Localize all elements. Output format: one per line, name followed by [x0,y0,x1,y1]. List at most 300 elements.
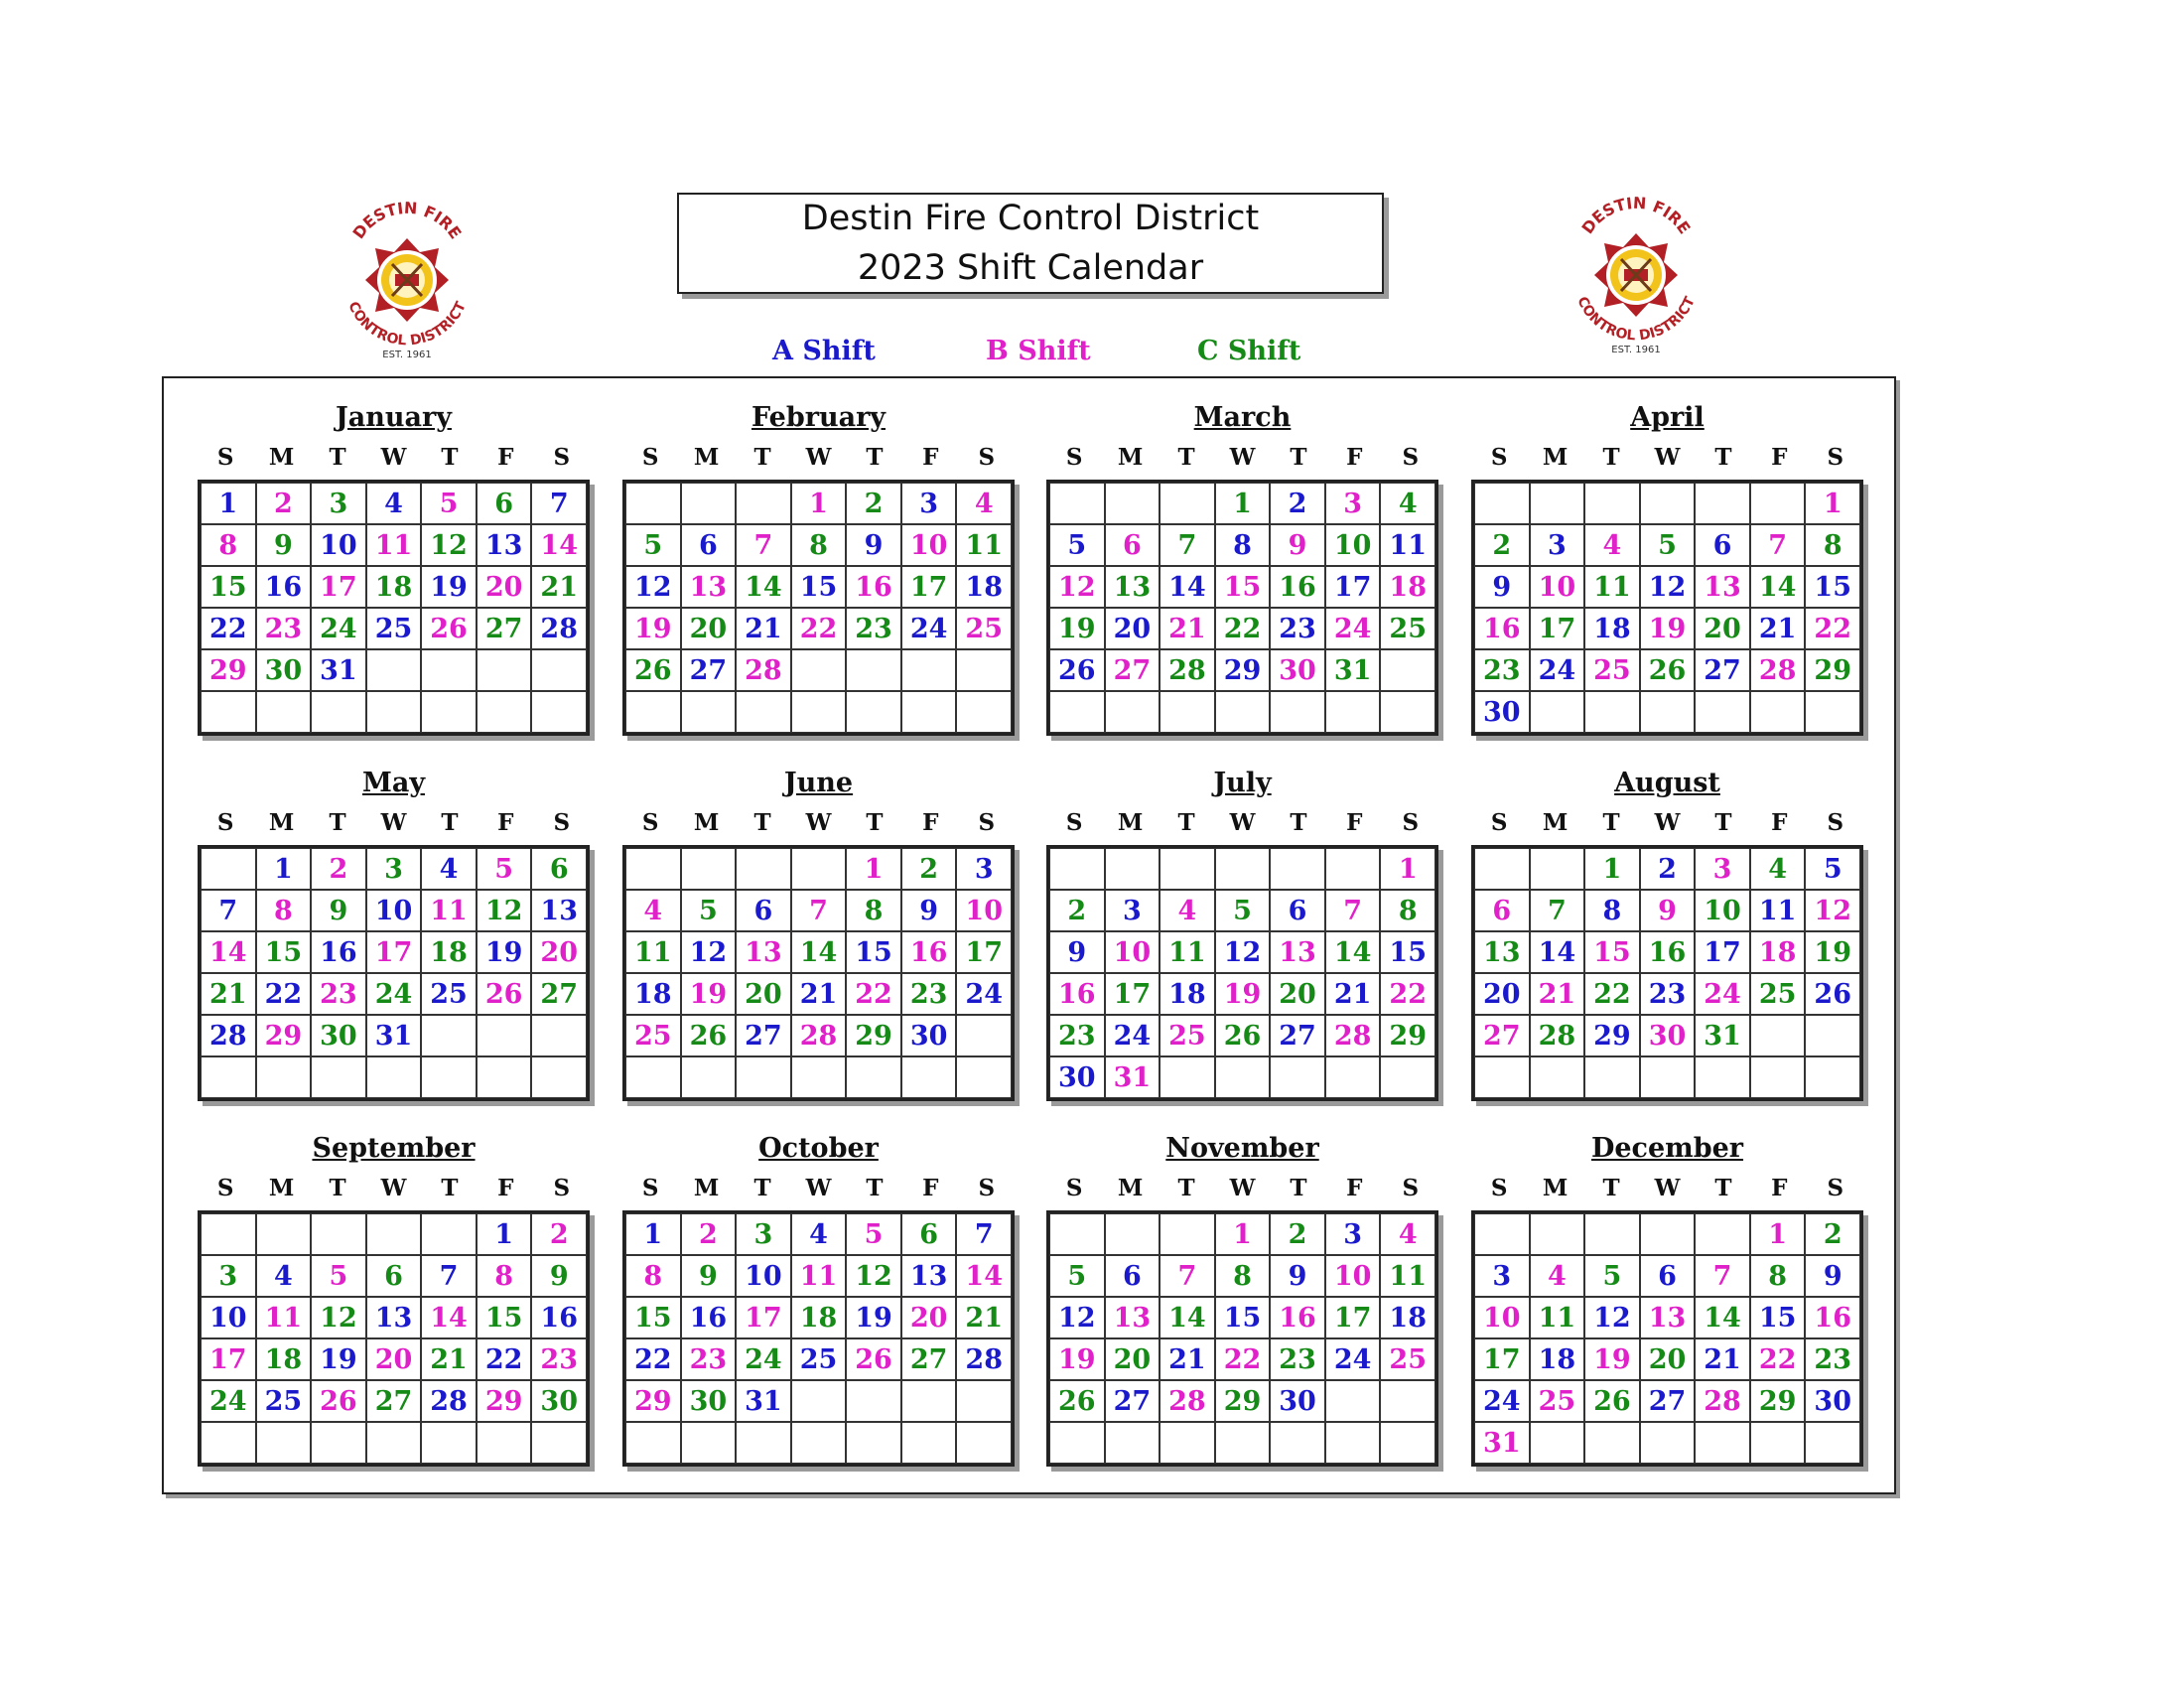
day-cell: 9 [1805,1255,1860,1297]
day-cell: 25 [1530,1380,1585,1422]
day-cell: 4 [366,483,422,524]
empty-cell [1270,848,1325,890]
empty-cell [956,691,1012,733]
weekday-label: S [1490,1175,1508,1201]
day-grid [622,1210,1015,1467]
empty-cell [1640,483,1696,524]
day-cell: 3 [311,483,366,524]
weekday-label: F [1346,1175,1363,1201]
day-cell: 7 [956,1213,1012,1255]
day-cell: 28 [1160,649,1215,691]
day-cell: 11 [1750,890,1806,931]
empty-cell [846,691,901,733]
day-cell: 14 [736,566,791,608]
day-cell: 8 [1750,1255,1806,1297]
month-name: August [1614,768,1720,798]
day-cell: 3 [1105,890,1160,931]
day-cell: 27 [1695,649,1750,691]
day-cell: 3 [1325,1213,1381,1255]
day-cell: 24 [901,608,957,649]
legend-c-shift: C Shift [1197,336,1301,366]
weekday-header [622,444,1015,471]
month-name: February [751,402,886,433]
day-cell: 10 [736,1255,791,1297]
empty-cell [901,691,957,733]
empty-cell [421,1015,477,1056]
empty-cell [791,691,847,733]
empty-cell [625,483,681,524]
day-cell: 27 [1270,1015,1325,1056]
empty-cell [1584,691,1640,733]
empty-cell [1380,1056,1435,1098]
day-cell: 24 [736,1338,791,1380]
day-cell: 23 [1270,608,1325,649]
empty-cell [846,649,901,691]
day-cell: 25 [1584,649,1640,691]
empty-cell [421,1056,477,1098]
day-cell: 26 [1805,973,1860,1015]
weekday-header [1046,444,1438,471]
day-cell: 26 [681,1015,737,1056]
weekday-label: S [978,809,996,836]
weekday-header [198,1175,590,1201]
day-cell: 5 [1049,524,1105,566]
empty-cell [1325,691,1381,733]
day-cell: 6 [681,524,737,566]
day-cell: 13 [1105,566,1160,608]
empty-cell [1105,1422,1160,1464]
day-cell: 12 [846,1255,901,1297]
day-cell: 3 [956,848,1012,890]
svg-text:CONTROL DISTRICT: CONTROL DISTRICT [1573,294,1699,345]
day-cell: 13 [477,524,532,566]
empty-cell [531,649,587,691]
day-cell: 18 [1530,1338,1585,1380]
day-cell: 9 [1640,890,1696,931]
weekday-label: F [922,1175,939,1201]
day-cell: 11 [1380,1255,1435,1297]
day-cell: 20 [1105,1338,1160,1380]
day-cell: 10 [901,524,957,566]
day-cell: 19 [1215,973,1271,1015]
day-cell: 21 [421,1338,477,1380]
day-cell: 20 [1474,973,1530,1015]
day-cell: 5 [477,848,532,890]
weekday-label: T [1177,809,1195,836]
day-cell: 11 [625,931,681,973]
day-cell: 3 [1530,524,1585,566]
day-cell: 10 [1325,1255,1381,1297]
day-cell: 27 [1105,1380,1160,1422]
day-cell: 23 [1049,1015,1105,1056]
weekday-label: M [268,809,295,836]
day-grid [198,845,590,1101]
empty-cell [681,691,737,733]
day-cell: 16 [1270,1297,1325,1338]
empty-cell [311,691,366,733]
day-cell: 31 [736,1380,791,1422]
day-cell: 9 [1270,524,1325,566]
day-grid [1046,1210,1438,1467]
empty-cell [201,848,256,890]
weekday-label: M [1117,809,1144,836]
day-cell: 21 [956,1297,1012,1338]
day-cell: 30 [1474,691,1530,733]
day-cell: 3 [1325,483,1381,524]
day-grid [1471,480,1863,736]
day-cell: 13 [1270,931,1325,973]
day-cell: 30 [1805,1380,1860,1422]
day-cell: 27 [1474,1015,1530,1056]
day-cell: 13 [736,931,791,973]
day-cell: 22 [1215,608,1271,649]
day-cell: 28 [531,608,587,649]
empty-cell [421,1213,477,1255]
day-cell: 4 [1750,848,1806,890]
day-cell: 14 [1325,931,1381,973]
empty-cell [256,691,312,733]
weekday-label: F [1771,444,1788,471]
day-cell: 10 [1325,524,1381,566]
day-cell: 29 [1584,1015,1640,1056]
day-grid [1046,480,1438,736]
day-cell: 24 [956,973,1012,1015]
day-cell: 2 [846,483,901,524]
day-cell: 23 [901,973,957,1015]
day-cell: 7 [201,890,256,931]
empty-cell [956,1015,1012,1056]
day-cell: 14 [1750,566,1806,608]
day-cell: 29 [625,1380,681,1422]
weekday-label: T [1290,1175,1307,1201]
day-cell: 25 [1160,1015,1215,1056]
empty-cell [531,1422,587,1464]
day-cell: 15 [1584,931,1640,973]
svg-text:DESTIN FIRE: DESTIN FIRE [1577,193,1695,238]
empty-cell [1695,483,1750,524]
weekday-label: T [866,1175,884,1201]
day-cell: 18 [1160,973,1215,1015]
day-cell: 1 [1215,483,1271,524]
empty-cell [1530,1056,1585,1098]
day-cell: 16 [1049,973,1105,1015]
day-cell: 14 [201,931,256,973]
empty-cell [791,848,847,890]
empty-cell [1215,1056,1271,1098]
day-cell: 26 [1049,649,1105,691]
weekday-label: M [1542,809,1569,836]
day-cell: 18 [1380,1297,1435,1338]
weekday-label: W [805,809,832,836]
day-cell: 13 [681,566,737,608]
day-cell: 2 [1640,848,1696,890]
empty-cell [201,691,256,733]
day-cell: 21 [1160,1338,1215,1380]
weekday-label: M [1117,1175,1144,1201]
day-cell: 27 [901,1338,957,1380]
day-cell: 21 [791,973,847,1015]
empty-cell [1474,483,1530,524]
day-cell: 24 [366,973,422,1015]
month-name: March [1193,402,1292,433]
weekday-label: T [1714,444,1732,471]
empty-cell [1105,483,1160,524]
empty-cell [901,1380,957,1422]
weekday-label: T [1602,809,1620,836]
empty-cell [1049,483,1105,524]
day-cell: 27 [1640,1380,1696,1422]
weekday-label: F [1346,809,1363,836]
weekday-header [1046,1175,1438,1201]
day-cell: 3 [1474,1255,1530,1297]
weekday-label: S [1065,1175,1083,1201]
empty-cell [736,848,791,890]
empty-cell [956,649,1012,691]
day-grid [1471,845,1863,1101]
empty-cell [956,1056,1012,1098]
day-cell: 19 [1584,1338,1640,1380]
day-cell: 14 [421,1297,477,1338]
empty-cell [366,1213,422,1255]
day-cell: 1 [846,848,901,890]
day-cell: 10 [311,524,366,566]
day-cell: 12 [477,890,532,931]
day-cell: 1 [1750,1213,1806,1255]
empty-cell [1530,1422,1585,1464]
day-cell: 1 [1380,848,1435,890]
day-cell: 2 [311,848,366,890]
day-cell: 2 [1474,524,1530,566]
day-cell: 2 [1270,1213,1325,1255]
empty-cell [1049,1422,1105,1464]
day-cell: 18 [791,1297,847,1338]
day-cell: 12 [1049,1297,1105,1338]
month-name: October [758,1133,879,1164]
day-cell: 5 [1584,1255,1640,1297]
day-cell: 8 [477,1255,532,1297]
empty-cell [201,1213,256,1255]
weekday-label: T [441,1175,459,1201]
day-cell: 14 [531,524,587,566]
weekday-label: T [866,444,884,471]
month-name: July [1213,768,1272,798]
day-cell: 15 [791,566,847,608]
weekday-label: T [329,444,346,471]
day-cell: 26 [1215,1015,1271,1056]
day-cell: 6 [1640,1255,1696,1297]
weekday-label: M [693,1175,720,1201]
day-cell: 7 [531,483,587,524]
day-cell: 2 [256,483,312,524]
day-cell: 16 [1805,1297,1860,1338]
day-cell: 15 [201,566,256,608]
day-cell: 13 [1105,1297,1160,1338]
empty-cell [366,649,422,691]
day-cell: 30 [531,1380,587,1422]
day-cell: 7 [1530,890,1585,931]
empty-cell [736,1056,791,1098]
day-cell: 16 [1270,566,1325,608]
day-cell: 21 [736,608,791,649]
weekday-label: W [1229,1175,1256,1201]
weekday-label: T [753,444,771,471]
day-cell: 27 [681,649,737,691]
day-cell: 22 [1584,973,1640,1015]
weekday-label: S [1827,1175,1844,1201]
weekday-label: S [641,1175,659,1201]
empty-cell [791,1056,847,1098]
empty-cell [477,649,532,691]
day-cell: 18 [625,973,681,1015]
month-name: November [1165,1133,1319,1164]
weekday-label: T [753,809,771,836]
empty-cell [1160,1422,1215,1464]
svg-text:DESTIN FIRE: DESTIN FIRE [348,198,466,243]
empty-cell [366,1422,422,1464]
day-cell: 26 [1584,1380,1640,1422]
month-name: April [1630,402,1705,433]
day-cell: 25 [1380,1338,1435,1380]
day-cell: 25 [256,1380,312,1422]
weekday-label: W [380,444,407,471]
day-cell: 1 [791,483,847,524]
day-cell: 27 [1105,649,1160,691]
empty-cell [1160,1213,1215,1255]
day-cell: 8 [1805,524,1860,566]
empty-cell [1049,848,1105,890]
day-cell: 19 [1049,608,1105,649]
day-cell: 21 [531,566,587,608]
day-cell: 17 [311,566,366,608]
day-cell: 2 [901,848,957,890]
empty-cell [1584,1056,1640,1098]
empty-cell [531,1015,587,1056]
weekday-label: W [1229,809,1256,836]
day-cell: 22 [1215,1338,1271,1380]
weekday-header [1046,809,1438,836]
day-cell: 21 [1750,608,1806,649]
day-cell: 16 [1474,608,1530,649]
empty-cell [625,691,681,733]
day-cell: 4 [1380,1213,1435,1255]
day-cell: 19 [625,608,681,649]
empty-cell [477,1015,532,1056]
empty-cell [846,1056,901,1098]
weekday-label: F [497,809,514,836]
empty-cell [311,1422,366,1464]
empty-cell [311,1056,366,1098]
day-cell: 12 [1049,566,1105,608]
weekday-label: F [497,1175,514,1201]
empty-cell [1474,1056,1530,1098]
weekday-label: S [1827,809,1844,836]
day-cell: 25 [956,608,1012,649]
empty-cell [681,848,737,890]
empty-cell [256,1213,312,1255]
day-cell: 6 [1270,890,1325,931]
empty-cell [1105,848,1160,890]
day-cell: 17 [1695,931,1750,973]
day-cell: 2 [531,1213,587,1255]
day-cell: 1 [625,1213,681,1255]
day-cell: 27 [477,608,532,649]
day-cell: 9 [901,890,957,931]
day-cell: 25 [1750,973,1806,1015]
day-cell: 28 [1530,1015,1585,1056]
weekday-label: M [268,444,295,471]
day-cell: 1 [1584,848,1640,890]
day-cell: 24 [1325,608,1381,649]
day-cell: 26 [1049,1380,1105,1422]
weekday-label: W [380,1175,407,1201]
weekday-header [198,444,590,471]
empty-cell [956,1380,1012,1422]
empty-cell [531,691,587,733]
weekday-label: S [1065,444,1083,471]
day-cell: 26 [625,649,681,691]
empty-cell [1695,1056,1750,1098]
empty-cell [1270,691,1325,733]
day-cell: 23 [846,608,901,649]
weekday-label: T [866,809,884,836]
weekday-label: T [329,1175,346,1201]
empty-cell [366,1056,422,1098]
day-cell: 28 [201,1015,256,1056]
empty-cell [736,483,791,524]
day-cell: 6 [736,890,791,931]
weekday-label: W [1229,444,1256,471]
day-cell: 10 [1530,566,1585,608]
empty-cell [1160,848,1215,890]
weekday-label: T [1290,809,1307,836]
day-cell: 13 [1640,1297,1696,1338]
weekday-label: S [1402,444,1420,471]
day-cell: 28 [421,1380,477,1422]
day-cell: 14 [956,1255,1012,1297]
day-cell: 4 [625,890,681,931]
weekday-label: S [216,1175,234,1201]
day-cell: 8 [791,524,847,566]
empty-cell [791,1380,847,1422]
day-cell: 27 [531,973,587,1015]
page-subtitle: 2023 Shift Calendar [857,248,1204,288]
day-cell: 18 [956,566,1012,608]
day-cell: 17 [1105,973,1160,1015]
weekday-label: S [553,1175,571,1201]
day-cell: 5 [681,890,737,931]
empty-cell [1805,1015,1860,1056]
day-cell: 4 [1160,890,1215,931]
weekday-label: F [922,444,939,471]
day-cell: 16 [901,931,957,973]
weekday-label: W [805,1175,832,1201]
day-cell: 3 [736,1213,791,1255]
empty-cell [1215,848,1271,890]
weekday-label: S [1490,444,1508,471]
day-cell: 25 [791,1338,847,1380]
day-grid [622,480,1015,736]
empty-cell [681,1056,737,1098]
day-cell: 7 [736,524,791,566]
day-cell: 13 [531,890,587,931]
day-cell: 14 [1530,931,1585,973]
day-grid [1471,1210,1863,1467]
empty-cell [1270,1422,1325,1464]
empty-cell [477,1422,532,1464]
day-cell: 17 [1530,608,1585,649]
weekday-label: S [553,809,571,836]
day-cell: 19 [846,1297,901,1338]
